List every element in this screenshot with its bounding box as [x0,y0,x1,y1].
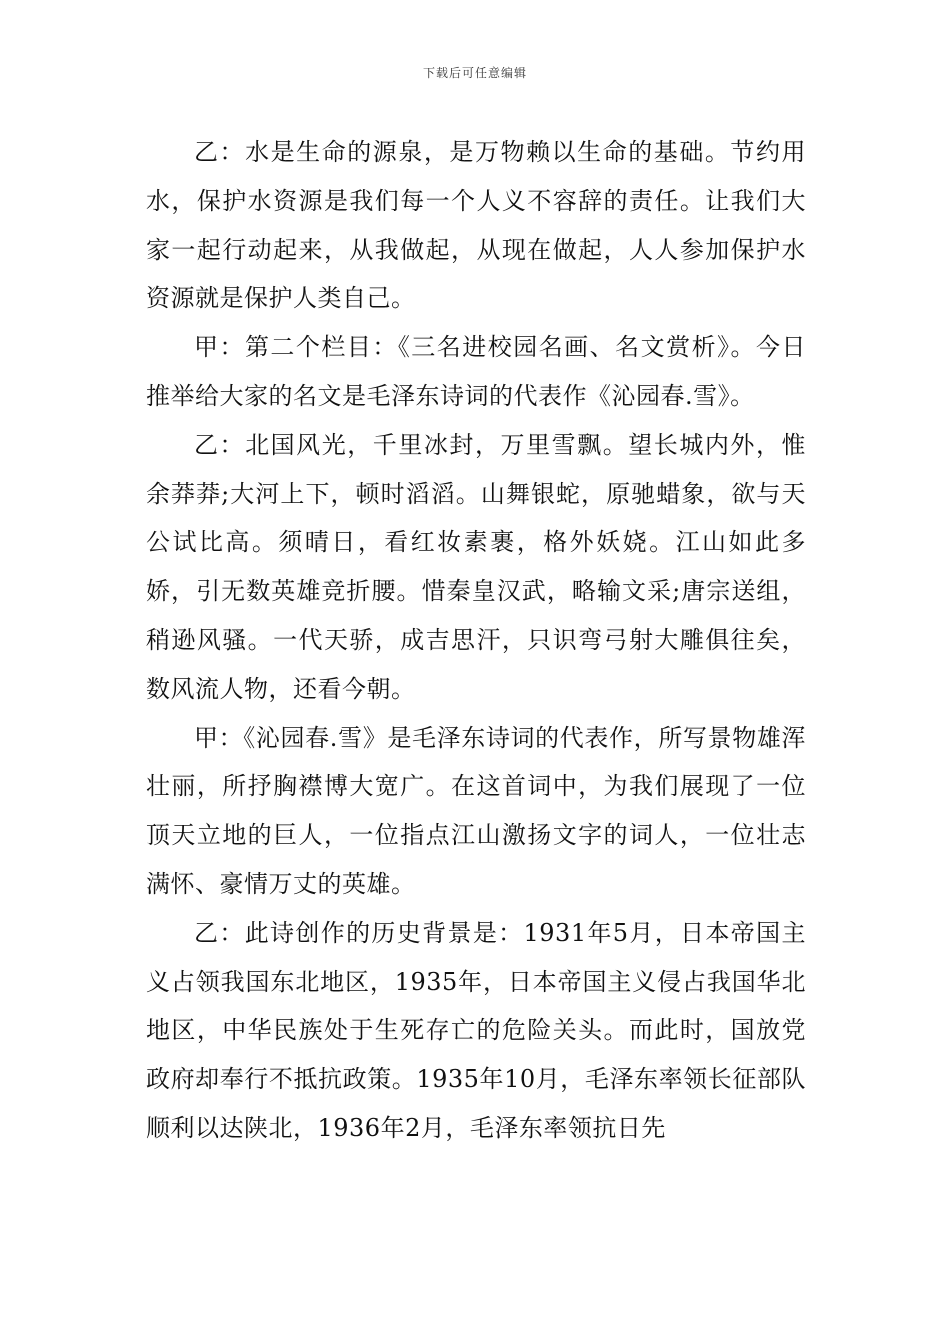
paragraph-second-section: 甲：第二个栏目：《三名进校园名画、名文赏析》。今日推举给大家的名文是毛泽东诗词的代表作《沁园春.雪》。 [146,333,806,410]
page-header: 下载后可任意编辑 [422,66,527,80]
paragraph-poem-text: 乙：北国风光，千里冰封，万里雪飘。望长城内外，惟余莽莽;大河上下，顿时滔滔。山舞银蛇，原驰蜡象，欲与天公试比高。须晴日，看红妆素裹，格外妖娆。江山如此多娇，引无数英雄竞折腰。惜秦皇汉武，略输文采;唐宗送组，稍逊风骚。一代天骄，成吉思汗，只识弯弓射大雕俱往矣，数风流人物，还看今朝。 [146,430,806,703]
paragraph-poem-commentary: 甲：《沁园春.雪》是毛泽东诗词的代表作，所写景物雄浑壮丽，所抒胸襟博大宽广。在这首词中，为我们展现了一位顶天立地的巨人，一位指点江山激扬文字的词人，一位壮志满怀、豪情万丈的英雄。 [146,723,806,898]
paragraph-water-resources: 乙：水是生命的源泉，是万物赖以生命的基础。节约用水，保护水资源是我们每一个人义不容辞的责任。让我们大家一起行动起来，从我做起，从现在做起，人人参加保护水资源就是保护人类自己。 [146,138,806,313]
document-body [146,128,806,1153]
paragraph-historical-background: 乙：此诗创作的历史背景是：1931年5月，日本帝国主义占领我国东北地区，1935年，日本帝国主义侵占我国华北地区，中华民族处于生死存亡的危险关头。而此时，国放党政府却奉行不抵抗政策。1935年10月，毛泽东率领长征部队顺利以达陕北，1936年2月，毛泽东率领抗日先 [146,918,806,1142]
